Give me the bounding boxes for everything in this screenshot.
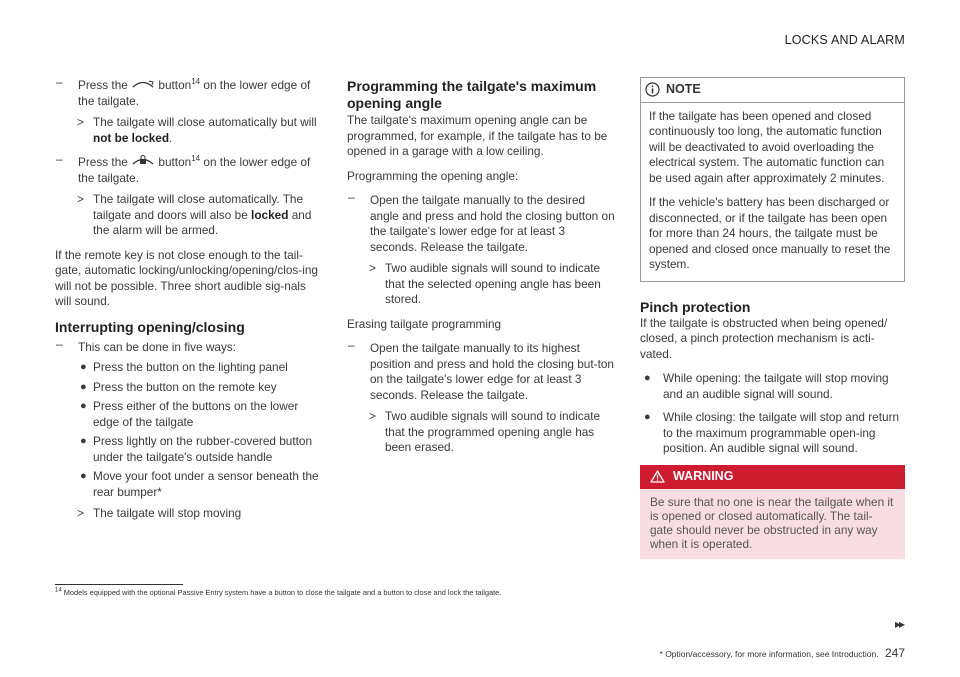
- warning-box: [640, 465, 905, 559]
- warning-body: Be sure that no one is near the tailgate when it is opened or closed automatically. The tail-gate should never be obstructed in any way when it is operated.: [650, 494, 894, 551]
- footnote: $^{14}$ Models equipped with the optional Passive Entry system have a button to close the tailgate and a button to close and lock the tailgate.: [55, 587, 502, 597]
- step-item: – This can be done in five ways:: [56, 336, 237, 354]
- option-note: * Option/accessory, for more information, see Introduction.: [659, 649, 879, 659]
- list-item: ● While opening: the tailgate will stop moving and an audible signal will sound.: [644, 371, 889, 401]
- pinch-paragraph: If the tailgate is obstructed when being opened/ closed, a pinch protection mechanism is acti-vated.: [640, 315, 888, 361]
- note-paragraph: If the vehicle's battery has been discharged or disconnected, or if the tailgate has been open for more than 24 hours, the tailgate must be opened and closed once manually to reset the system.: [649, 195, 891, 271]
- next-page-icon: ▸▸: [894, 617, 903, 631]
- column-3: [640, 77, 905, 559]
- note-box: [640, 77, 905, 282]
- step-result: > The tailgate will close automatically. The tailgate and doors will also be locked and the alarm will be armed.: [77, 192, 312, 237]
- step-item: – Press the button$^{14}$ on the lower edge of the tailgate.: [56, 75, 311, 108]
- programming-paragraph: The tailgate's maximum opening angle can be programmed, for example, if the tailgate has to be opened in a garage with a low ceiling.: [347, 113, 608, 158]
- column-1: [55, 75, 322, 531]
- step-result: > The tailgate will stop moving: [77, 506, 242, 520]
- heading-interrupting: Interrupting opening/closing: [55, 318, 245, 335]
- step-result: > Two audible signals will sound to indicate that the programmed opening angle has been erased.: [369, 409, 601, 454]
- note-title: NOTE: [666, 82, 701, 96]
- warning-header: [640, 465, 905, 489]
- page-footer: [660, 646, 905, 660]
- step-item: – Open the tailgate manually to the desired angle and press and hold the closing button on the tailgate's lower edge for at least 3 seconds. Release the tailgate.: [348, 190, 615, 254]
- step-item: – Open the tailgate manually to its highest position and press and hold the closing but-ton on the tailgate's lower edge for at least 3 seconds. Release the tailgate.: [348, 338, 614, 402]
- section-header: LOCKS AND ALARM: [784, 33, 905, 47]
- list-item: ● While closing: the tailgate will stop and return to the maximum programmable open-ing position. An audible signal will sound.: [644, 410, 900, 455]
- footnote-divider: [55, 584, 183, 585]
- tailgate-close-icon: [131, 80, 155, 89]
- list-item: ● Press either of the buttons on the lower edge of the tailgate: [80, 399, 299, 429]
- warning-title: WARNING: [673, 468, 734, 483]
- column-2: [347, 78, 615, 465]
- step-result: > The tailgate will close automatically but will not be locked.: [77, 115, 317, 145]
- heading-programming: Programming the tailgate's maximum opening angle: [347, 78, 597, 111]
- list-item: ● Press the button on the lighting panel: [80, 360, 288, 374]
- heading-pinch-protection: Pinch protection: [640, 298, 751, 315]
- list-item: ● Press lightly on the rubber-covered button under the tailgate's outside handle: [80, 434, 313, 464]
- note-paragraph: If the tailgate has been opened and closed continuously too long, the automatic function will be deactivated to avoid overloading the electrical system. The automatic function can be used again after approximately 2 minutes.: [649, 108, 885, 185]
- subheading-programming: Programming the opening angle:: [347, 168, 519, 183]
- step-result: > Two audible signals will sound to indicate that the selected opening angle has been stored.: [369, 261, 601, 306]
- step-item: – Press the button$^{14}$ on the lower edge of the tailgate.: [56, 152, 311, 185]
- note-header: [641, 82, 904, 103]
- warning-triangle-icon: [650, 470, 665, 483]
- subheading-erasing: Erasing tailgate programming: [347, 316, 502, 331]
- remote-key-paragraph: If the remote key is not close enough to the tail-gate, automatic locking/unlocking/opening/clos-ing will not be possible. Three short audible sig-nals will sound.: [55, 247, 318, 308]
- info-icon: [645, 82, 660, 97]
- tailgate-close-lock-icon: [131, 155, 155, 166]
- page-number: 247: [884, 646, 905, 660]
- list-item: ● Move your foot under a sensor beneath the rear bumper*: [80, 469, 319, 499]
- list-item: ● Press the button on the remote key: [80, 379, 277, 394]
